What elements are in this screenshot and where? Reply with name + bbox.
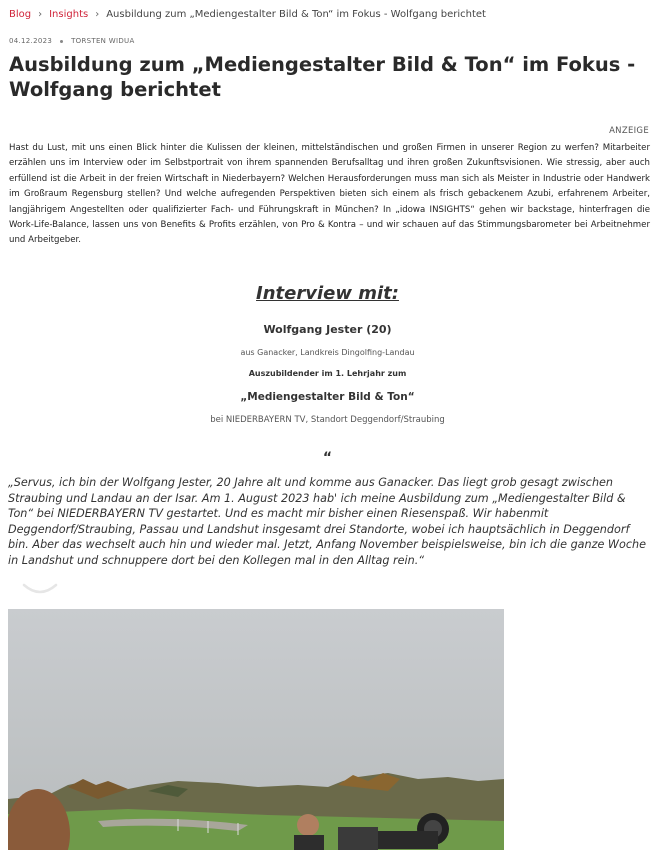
swoosh-decoration [22, 579, 58, 597]
quote-icon: “ [322, 450, 333, 466]
breadcrumb-current: Ausbildung zum „Mediengestalter Bild & Ton“ im Fokus - Wolfgang berichtet [106, 9, 486, 20]
photo-scene [8, 609, 504, 850]
article-meta [9, 37, 135, 45]
breadcrumb-link-insights[interactable]: Insights [49, 9, 89, 20]
interviewee-employer: bei NIEDERBAYERN TV, Standort Deggendorf/Straubing [210, 415, 445, 425]
interviewee-profession: „Mediengestalter Bild & Ton“ [240, 391, 415, 403]
article-intro: Hast du Lust, mit uns einen Blick hinter die Kulissen der kleinen, mittelständischen und großen Firmen in unserer Region zu werfen? Mitarbeiter erzählen uns im Interview oder im Selbstportrait von ihrem spannenden Berufsalltag und ihren großen Zukunftsvisionen. Wie stressig, aber auch erfüllend ist die Arbeit in der freien Wirtschaft in Niederbayern? Welchen Herausforderungen muss man sich als Meister in Industrie oder Handwerk im Großraum Regensburg stellen? Und welche aufregenden Perspektiven bieten sich einem als frisch gebackenem Azubi, erfahrenem Arbeiter, langjährigem Angestellten oder qualifizierter Fach- und Führungskraft in München? In „idowa INSIGHTS“ gehen wir backstage, hinterfragen die Work-Life-Balance, lassen uns von Benefits & Profits erzählen, von Pro & Kontra – und wir schauen auf das Stimmungsbarometer bei Arbeitnehmer und Arbeitgeber. [9, 143, 650, 246]
ad-label: ANZEIGE [609, 126, 649, 136]
article-photo [8, 609, 504, 850]
article-date: 04.12.2023 [9, 37, 53, 45]
interviewee-origin: aus Ganacker, Landkreis Dingolfing-Landau [240, 348, 415, 357]
interview-heading: Interview mit: [256, 283, 399, 304]
interviewee-name: Wolfgang Jester (20) [263, 323, 392, 336]
chevron-right-icon: › [95, 9, 100, 20]
interviewee-role: Auszubildender im 1. Lehrjahr zum [248, 369, 407, 378]
breadcrumb [9, 9, 486, 20]
breadcrumb-link-blog[interactable]: Blog [9, 9, 32, 20]
article-author[interactable]: TORSTEN WIDUA [71, 37, 135, 45]
separator-dot [60, 40, 63, 43]
interview-quote: „Servus, ich bin der Wolfgang Jester, 20 Jahre alt und komme aus Ganacker. Das liegt grob gesagt zwischen Straubing und Landau an der Isar. Am 1. August 2023 hab' ich meine Ausbildung zum „Mediengestalter Bild & Ton“ bei NIEDERBAYERN TV gestartet. Und es macht mir bisher einen Riesenspaß. Wir habenmit Deggendorf/Straubing, Passau und Landshut insgesamt drei Standorte, wobei ich hauptsächlich in Deggendorf bin. Aber das wechselt auch hin und wieder mal. Jetzt, Anfang November beispielsweise, bin ich die ganze Woche in Landshut und schnuppere dort bei den Kollegen mal in den Alltag rein.“ [8, 476, 646, 567]
page-title: Ausbildung zum „Mediengestalter Bild & Ton“ im Fokus - Wolfgang berichtet [9, 53, 636, 101]
chevron-right-icon: › [38, 9, 43, 20]
